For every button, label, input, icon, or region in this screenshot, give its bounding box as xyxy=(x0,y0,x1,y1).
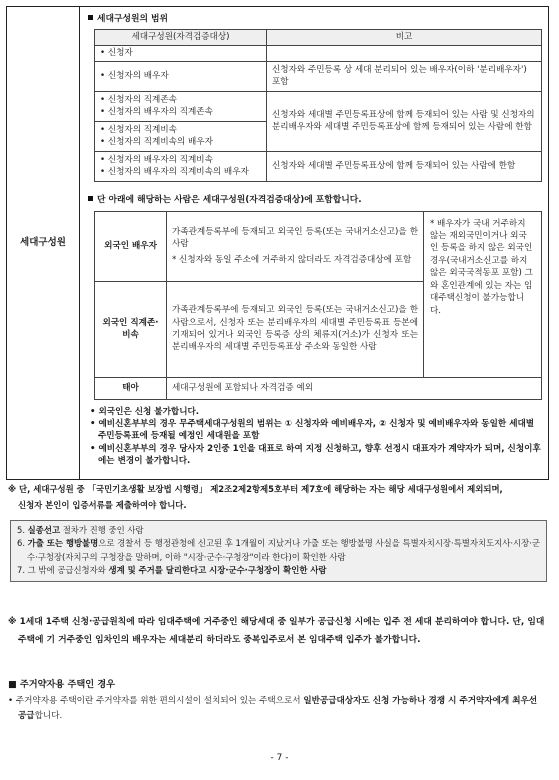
page-number: - 7 - xyxy=(270,753,289,763)
square-bullet-icon xyxy=(88,196,93,201)
list-item: • 외국인은 신청 불가합니다. xyxy=(90,406,200,417)
header-member: 세대구성원(자격검증대상) xyxy=(95,29,267,45)
list-item: • 예비신혼부부의 경우 무주택세대구성원의 범위는 ① 신청자와 예비배우자, ② 신청자 및 예비배우자와 동일한 세대별 주민등록표에 등재될 예정인 세대원을 포함 xyxy=(90,418,535,442)
header-remark: 비고 xyxy=(267,29,542,45)
row-label: 태아 xyxy=(95,377,167,399)
section-content xyxy=(80,7,548,479)
table-row xyxy=(95,151,542,181)
remark-cell: 신청자와 세대별 주민등록표상에 함께 등재되어 있는 사람 및 신청자의 분리배우자와 세대별 주민등록표상에 함께 등재되어 있는 사람에 한함 xyxy=(267,91,542,151)
footnote-exclusion: ※ 단, 세대구성원 중 「국민기초생활 보장법 시행령」 제2조2제2항제5호부터 제7호에 해당하는 자는 해당 세대구성원에서 제외되며, 신청자 본인이 입증서류를 제출하여야 합니다. xyxy=(8,484,503,510)
table-row xyxy=(95,211,542,281)
exclusion-criteria-box xyxy=(10,520,547,582)
member-cell: • 신청자 xyxy=(95,45,267,61)
list-item: • 예비신혼부부의 경우 당사자 2인중 1인을 대표로 하여 지정 신청하고, 향후 선정시 대표자가 계약자가 되며, 신청이후에는 변경이 불가합니다. xyxy=(90,443,541,467)
exception-table xyxy=(94,211,542,400)
notes-list xyxy=(90,406,542,468)
range-table xyxy=(94,29,542,182)
household-member-box xyxy=(6,6,549,480)
member-cell: • 신청자의 배우자 xyxy=(95,61,267,91)
row-text: 세대구성원에 포함되나 자격검증 예외 xyxy=(167,377,542,399)
table-row xyxy=(95,91,542,121)
section2-paragraph: • 주거약자용 주택이란 주거약자를 위한 편의시설이 설치되어 있는 주택으로서 일반공급대상자도 신청 가능하나 경쟁 시 주거약자에게 최우선 공급합니다. xyxy=(8,696,538,721)
footnote-separation: ※ 1세대 1주택 신청·공급원칙에 따라 임대주택에 거주중인 해당세대 중 일부가 공급신청 시에는 입주 전 세대 분리하여야 합니다. 단, 임대주택에 기 거주중인 임차인의 배우자는 세대분리 하더라도 중복입주로서 본 임대주택 입주가 불가합니다. xyxy=(8,617,545,646)
remark-cell xyxy=(267,45,542,61)
table-row xyxy=(95,45,542,61)
row-text: 가족관계등록부에 등재되고 외국인 등록(또는 국내거소신고)을 한 사람 * 신청자와 동일 주소에 거주하지 않더라도 자격검증대상에 포함 xyxy=(167,211,424,281)
section-label: 세대구성원 xyxy=(7,7,80,479)
exception-title: 단 아래에 해당하는 사람은 세대구성원(자격검증대상)에 포함합니다. xyxy=(88,194,542,207)
member-cell: • 신청자의 직계존속 • 신청자의 배우자의 직계존속 xyxy=(95,91,267,121)
list-item: 7. 그 밖에 공급신청자와 생계 및 주거를 달리한다고 시장·군수·구청장이 확인한 사람 xyxy=(17,565,327,576)
table-row xyxy=(95,61,542,91)
member-cell: • 신청자의 직계비속 • 신청자의 직계비속의 배우자 xyxy=(95,121,267,151)
range-title: 세대구성원의 범위 xyxy=(88,13,542,26)
section2-title: ■ 주거약자용 주택인 경우 xyxy=(8,679,116,690)
row-label: 외국인 직계존·비속 xyxy=(95,281,167,377)
remark-cell: 신청자와 주민등록 상 세대 분리되어 있는 배우자(이하 '분리배우자') 포함 xyxy=(267,61,542,91)
square-bullet-icon xyxy=(88,15,93,20)
list-item: 5. 실종선고 절차가 진행 중인 사람 xyxy=(17,525,144,535)
exception-note: * 배우자가 국내 거주하지 않는 재외국민이거나 외국인 등록을 하지 않은 외국인 경우(국내거소신고를 하지 않은 외국국적동포 포함) 그와 혼인관계에 있는 자는 임대주택신청이 불가능합니다. xyxy=(424,211,542,377)
row-text: 가족관계등록부에 등재되고 외국인 등록(또는 국내거소신고)을 한 사람으로서, 신청자 또는 분리배우자의 세대별 주민등록표 등본에 기재되어 있거나 외국인 등록증 상의 체류지(거소)가 신청자 또는 분리배우자의 세대별 주민등록표상 주소와 동일한 사람 xyxy=(167,281,424,377)
table-row xyxy=(95,377,542,399)
table-header-row xyxy=(95,29,542,45)
list-item: 6. 가출 또는 행방불명으로 경찰서 등 행정관청에 신고된 후 1개월이 지났거나 가출 또는 행방불명 사실을 특별자치시장·특별자치도지사·시장·군수·구청장(자치구의 구청장을 말하며, 이하 "시장·군수·구청장"이라 한다)이 확인한 사람 xyxy=(17,538,540,562)
member-cell: • 신청자의 배우자의 직계비속 • 신청자의 배우자의 직계비속의 배우자 xyxy=(95,151,267,181)
row-label: 외국인 배우자 xyxy=(95,211,167,281)
remark-cell: 신청자와 세대별 주민등록표상에 함께 등재되어 있는 사람에 한함 xyxy=(267,151,542,181)
